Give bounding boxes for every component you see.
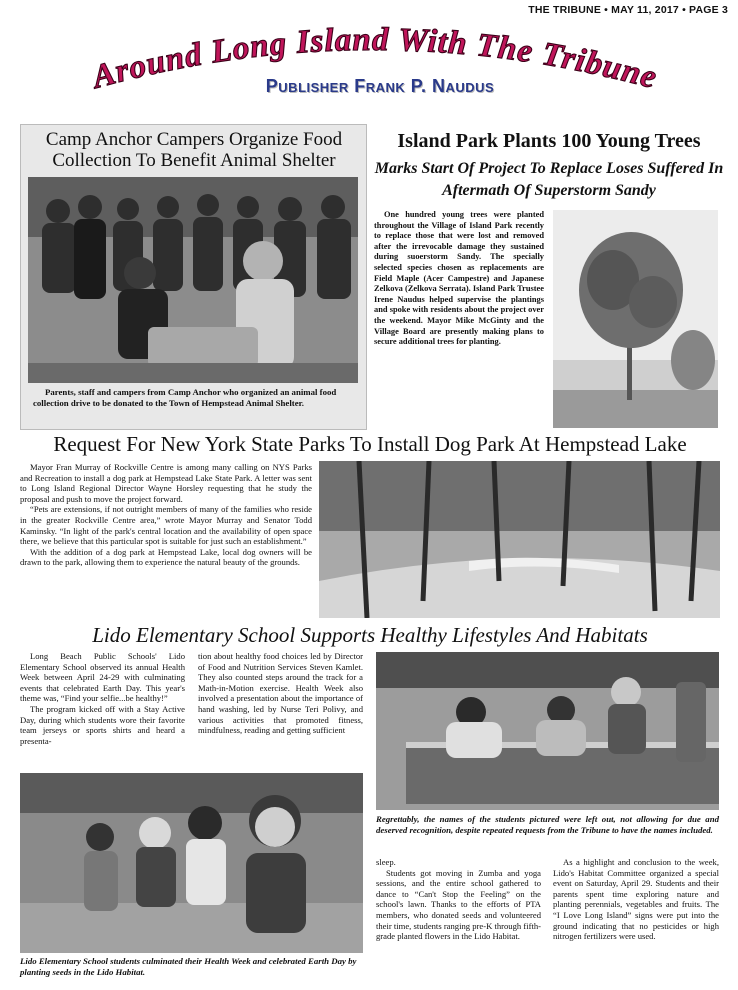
lido-paragraph: As a highlight and conclusion to the week, Lido's Habitat Committee organized a special event on Saturday, April 29. Students and their parents spent time exploring nature and planting perennials, vegetables and fruits. The “I Love Long Island” signs were put into the ground indicating that no pesticides or high nitrogen fertilizers were used. bbox=[553, 857, 719, 942]
banner-title bbox=[0, 14, 738, 118]
island-park-headline: Island Park Plants 100 Young Trees bbox=[397, 130, 701, 152]
island-park-subhead: Marks Start Of Project To Replace Loses Suffered In Aftermath Of Superstorm Sandy bbox=[374, 160, 724, 199]
page-label: THE TRIBUNE • MAY 11, 2017 • PAGE 3 bbox=[528, 4, 728, 16]
tree-image bbox=[553, 210, 718, 428]
banner-title-text: Around Long Island With The Tribune bbox=[88, 21, 662, 97]
group-photo-image bbox=[28, 177, 358, 383]
camp-anchor-headline: Camp Anchor Campers Organize Food Collection To Benefit Animal Shelter bbox=[45, 129, 343, 171]
camp-anchor-caption: Parents, staff and campers from Camp Anchor who organized an animal food collection drive to be donated to the Town of Hempstead Animal Shelter. bbox=[33, 387, 337, 408]
lido-right-caption: Regrettably, the names of the students pictured were left out, not allowing for due and deserved recognition, despite repeated requests from the Tribune to have the names included. bbox=[376, 814, 719, 835]
lido-paragraph: tion about healthy food choices led by Director of Food and Nutrition Services Steven Kamlet. They also counted steps around the track for a Math-in-Motion exercise. Health Week also involved a presentation about the importance of hand washing, led by Nurse Teri Polivy, and various activities that promoted fitness, mindfulness, reading and getting sufficient bbox=[198, 651, 363, 736]
dog-park-paragraph: Mayor Fran Murray of Rockville Centre is among many calling on NYS Parks and Recreation to install a dog park at Hempstead Lake State Park. A letter was sent to Long Island Regional Director Wayne Horsley requesting that he study the proposal and push to move the project forward. bbox=[20, 462, 312, 504]
publisher-line: Publisher Frank P. Naudus bbox=[265, 76, 495, 96]
lido-paragraph: The program kicked off with a Stay Active Day, during which students wore their favorite team jerseys or sports shirts and heard a presenta- bbox=[20, 703, 185, 746]
children-planting-image bbox=[20, 773, 363, 953]
lido-column-1 bbox=[20, 651, 185, 746]
students-garden-image bbox=[376, 652, 719, 810]
camp-anchor-photo bbox=[28, 177, 358, 383]
lido-paragraph: Students got moving in Zumba and yoga sessions, and the entire school gathered to dance to “Can't Stop the Feeling” on the school's lawn. Thanks to the efforts of PTA members, who donated seeds and volunteered their time, students ranging pre-K through fifth-grade planted flowers in the Lido Habitat. bbox=[376, 867, 541, 942]
lido-column-3 bbox=[376, 857, 541, 942]
lido-column-4 bbox=[553, 857, 719, 942]
lido-paragraph: Long Beach Public Schools' Lido Elementary School observed its annual Health Week between April 24-29 with culminating events that celebrated Earth Day. This year's theme was, “Find your selfie...be healthy!” bbox=[20, 651, 185, 704]
woods-image bbox=[319, 461, 720, 618]
lido-headline: Lido Elementary School Supports Healthy Lifestyles And Habitats bbox=[92, 623, 648, 647]
hempstead-lake-photo bbox=[319, 461, 720, 618]
island-park-tree-photo bbox=[553, 210, 718, 428]
camp-anchor-box bbox=[20, 124, 367, 430]
lido-left-photo bbox=[20, 773, 363, 953]
island-park-body bbox=[374, 210, 544, 348]
dog-park-body bbox=[20, 462, 312, 568]
dog-park-paragraph: “Pets are extensions, if not outright members of many of the families who reside in the greater Rockville Centre area,” wrote Mayor Murray and Senator Todd Kaminsky. “In light of the park's central location and the availability of open space there, we believe that this particular spot is suitable for just such an establishment.” bbox=[20, 504, 312, 547]
lido-paragraph: sleep. bbox=[376, 857, 396, 867]
lido-column-2 bbox=[198, 651, 363, 736]
lido-right-photo bbox=[376, 652, 719, 810]
dog-park-paragraph: With the addition of a dog park at Hempstead Lake, local dog owners will be drawn to the park, allowing them to experience the natural beauty of the grounds. bbox=[20, 546, 312, 568]
lido-left-caption: Lido Elementary School students culminated their Health Week and celebrated Earth Day by planting seeds in the Lido Habitat. bbox=[20, 956, 357, 977]
island-park-paragraph: One hundred young trees were planted throughout the Village of Island Park recently to replace those that were lost and removed after the irrevocable damage they sustained during suoerstorm Sandy. The specially selected species chosen as replacements are Field Maple (Acer Campestre) and Japanese Zelkova (Zelkova Serrata). Island Park Trustee Irene Naudus helped supervise the plantings and spoke with residents about the project over the weekend. Mayor Mike McGinty and the Village Board are presently making plans to secure additional trees for planting. bbox=[374, 210, 544, 347]
dog-park-headline: Request For New York State Parks To Install Dog Park At Hempstead Lake bbox=[53, 432, 687, 456]
